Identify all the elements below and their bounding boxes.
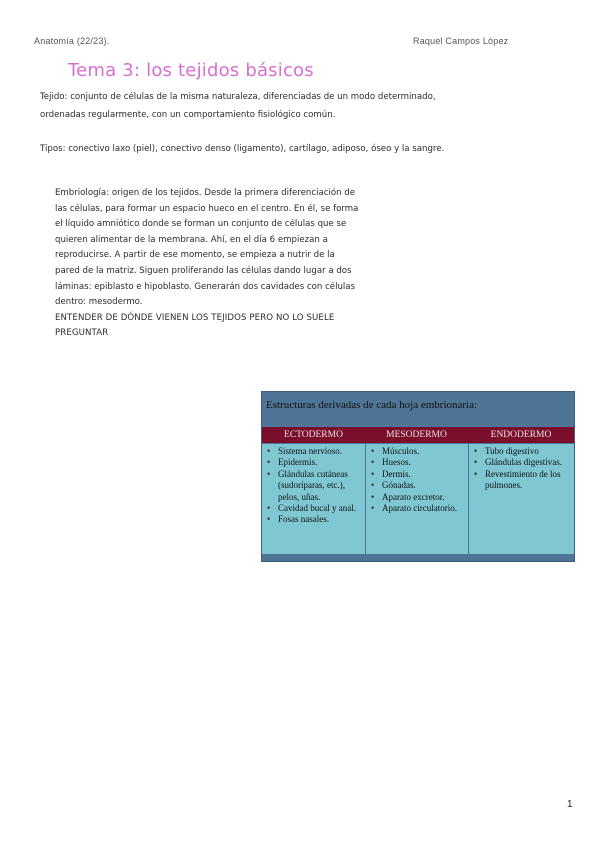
header-subject: Anatomía (22/23). — [34, 36, 110, 46]
exam-note: ENTENDER DE DÓNDE VIENEN LOS TEJIDOS PERO NO LO SUELE PREGUNTAR — [55, 312, 335, 339]
list-item: • Músculos. — [382, 446, 465, 457]
list-item: • Huesos. — [382, 457, 465, 468]
list-item: • Cavidad bucal y anal. — [278, 503, 362, 514]
embriologia-block — [55, 186, 360, 342]
table-header-row — [262, 427, 574, 443]
column-mesodermo — [365, 444, 468, 554]
embryonic-layers-table — [261, 391, 575, 562]
page-number: 1 — [567, 799, 573, 810]
header-ectodermo: ECTODERMO — [284, 430, 343, 440]
header-endodermo: ENDODERMO — [490, 430, 552, 440]
tipos-paragraph: Tipos: conectivo laxo (piel), conectivo denso (ligamento), cartílago, adiposo, óseo y la sangre. — [40, 144, 445, 154]
header-mesodermo: MESODERMO — [386, 430, 447, 440]
embriologia-paragraph: Embriología: origen de los tejidos. Desde la primera diferenciación de las células, para formar un espacio hueco en el centro. En él, se forma el líquido amniótico donde se forman un conjunto de células que se quieren alimentar de la membrana. Ahí, en el día 6 empiezan a reproducirse. A partir de ese momento, se empieza a nutrir de la pared de la matriz. Siguen proliferando las células dando lugar a dos láminas: epiblasto e hipoblasto. Generarán dos cavidades con células dentro: mesodermo. — [55, 188, 359, 308]
list-item: • Fosas nasales. — [278, 514, 362, 525]
list-item: • Aparato excretor. — [382, 492, 465, 503]
definition-paragraph: Tejido: conjunto de células de la misma naturaleza, diferenciadas de un modo determinado, ordenadas regularmente, con un comportamiento fisiológico común. — [40, 92, 436, 120]
header-author: Raquel Campos López — [413, 36, 509, 46]
column-endodermo — [468, 444, 574, 554]
list-item: • Glándulas digestivas. — [485, 457, 571, 468]
list-item: • Aparato circulatorio. — [382, 503, 465, 514]
list-item: • Tubo digestivo — [485, 446, 571, 457]
table-body — [262, 444, 574, 554]
list-item: • Gónadas. — [382, 480, 465, 491]
list-item: • Glándulas cutáneas (sudoríparas, etc.), pelos, uñas. — [278, 469, 362, 503]
column-ectodermo — [262, 444, 365, 554]
table-title: Estructuras derivadas de cada hoja embrionaria: — [266, 399, 478, 411]
page-title: Tema 3: los tejidos básicos — [68, 60, 314, 81]
list-item: • Revestimiento de los pulmones. — [485, 469, 571, 492]
list-item: • Epidermis. — [278, 457, 362, 468]
list-item: • Dermis. — [382, 469, 465, 480]
list-item: • Sistema nervioso. — [278, 446, 362, 457]
